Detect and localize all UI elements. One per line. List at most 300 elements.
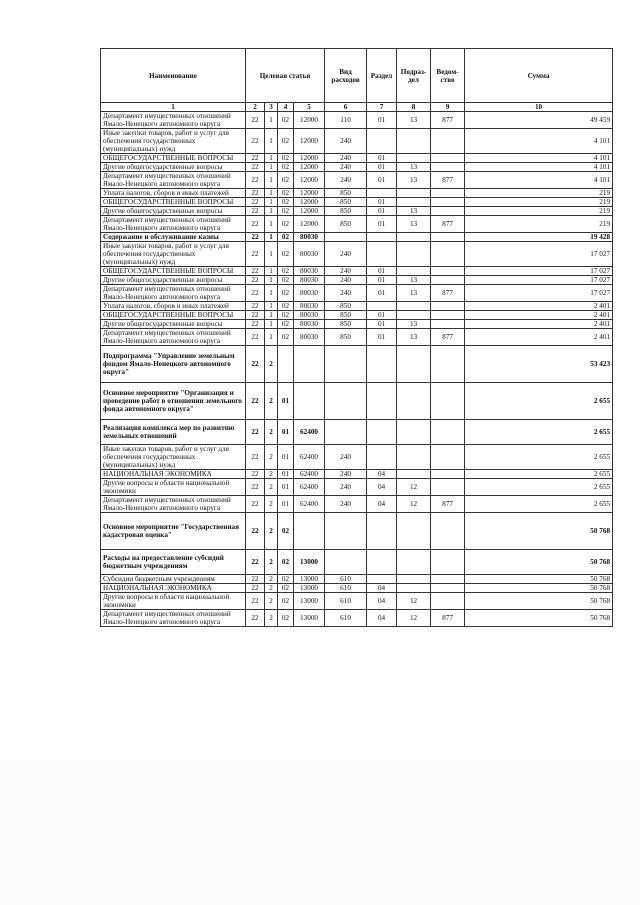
- target-code-4: 12000: [294, 198, 325, 207]
- table-row: [101, 242, 613, 267]
- expense-type: 610: [325, 584, 367, 593]
- target-code-2: 1: [265, 320, 278, 329]
- section-code: [367, 445, 397, 470]
- target-code-3: 02: [278, 198, 294, 207]
- expense-type: 240: [325, 470, 367, 479]
- header-type: Вид расходов: [325, 49, 367, 103]
- target-code-4: 12000: [294, 154, 325, 163]
- table-row: [101, 198, 613, 207]
- row-sum: 53 423: [465, 346, 613, 383]
- target-code-2: 2: [265, 610, 278, 627]
- target-code-2: 1: [265, 311, 278, 320]
- target-code-4: 12000: [294, 129, 325, 154]
- target-code-4: 62400: [294, 479, 325, 496]
- subsection-code: 13: [397, 207, 431, 216]
- target-code-3: 02: [278, 311, 294, 320]
- table-row: [101, 550, 613, 575]
- table-row: [101, 593, 613, 610]
- department-code: [431, 189, 465, 198]
- target-code-4: 13000: [294, 593, 325, 610]
- table-row: [101, 329, 613, 346]
- row-sum: 50 768: [465, 513, 613, 550]
- target-code-1: 22: [246, 479, 265, 496]
- target-code-4: 80030: [294, 311, 325, 320]
- table-row: [101, 302, 613, 311]
- target-code-3: 01: [278, 479, 294, 496]
- target-code-4: 62400: [294, 496, 325, 513]
- row-sum: 2 401: [465, 311, 613, 320]
- target-code-1: 22: [246, 383, 265, 420]
- table-row: [101, 172, 613, 189]
- target-code-1: 22: [246, 610, 265, 627]
- section-code: [367, 550, 397, 575]
- subsection-code: [397, 575, 431, 584]
- expense-type: 610: [325, 575, 367, 584]
- row-name: ОБЩЕГОСУДАРСТВЕННЫЕ ВОПРОСЫ: [101, 198, 246, 207]
- department-code: [431, 267, 465, 276]
- department-code: [431, 470, 465, 479]
- column-number: 2: [246, 103, 265, 112]
- target-code-4: 80030: [294, 285, 325, 302]
- target-code-4: 13000: [294, 584, 325, 593]
- target-code-1: 22: [246, 470, 265, 479]
- row-sum: 2 655: [465, 496, 613, 513]
- target-code-1: 22: [246, 172, 265, 189]
- target-code-1: 22: [246, 276, 265, 285]
- column-number-row: [101, 103, 613, 112]
- row-name: Иные закупки товаров, работ и услуг для обеспечения государственных (муниципальных) нужд: [101, 242, 246, 267]
- section-code: 04: [367, 479, 397, 496]
- subsection-code: 13: [397, 285, 431, 302]
- department-code: 877: [431, 329, 465, 346]
- row-name: Департамент имущественных отношений Ямало-Ненецкого автономного округа: [101, 285, 246, 302]
- table-header-row: [101, 49, 613, 103]
- expense-type: [325, 550, 367, 575]
- expense-type: 850: [325, 311, 367, 320]
- target-code-3: 01: [278, 420, 294, 445]
- section-code: 01: [367, 154, 397, 163]
- target-code-1: 22: [246, 496, 265, 513]
- table-row: [101, 470, 613, 479]
- table-row: [101, 420, 613, 445]
- target-code-1: 22: [246, 207, 265, 216]
- expense-type: 850: [325, 329, 367, 346]
- target-code-1: 22: [246, 242, 265, 267]
- row-sum: 19 428: [465, 233, 613, 242]
- department-code: [431, 233, 465, 242]
- table-row: [101, 610, 613, 627]
- row-name: ОБЩЕГОСУДАРСТВЕННЫЕ ВОПРОСЫ: [101, 311, 246, 320]
- row-name: Иные закупки товаров, работ и услуг для обеспечения государственных (муниципальных) нужд: [101, 445, 246, 470]
- subsection-code: 13: [397, 163, 431, 172]
- department-code: [431, 320, 465, 329]
- target-code-2: 1: [265, 285, 278, 302]
- subsection-code: 12: [397, 593, 431, 610]
- target-code-3: 02: [278, 320, 294, 329]
- target-code-2: 2: [265, 575, 278, 584]
- row-sum: 50 768: [465, 593, 613, 610]
- target-code-2: 1: [265, 233, 278, 242]
- expense-type: 240: [325, 172, 367, 189]
- subsection-code: [397, 346, 431, 383]
- target-code-1: 22: [246, 154, 265, 163]
- section-code: 01: [367, 285, 397, 302]
- expense-type: 610: [325, 610, 367, 627]
- row-sum: 2 655: [465, 445, 613, 470]
- row-sum: 219: [465, 189, 613, 198]
- target-code-2: 2: [265, 346, 278, 383]
- section-code: [367, 242, 397, 267]
- table-row: [101, 163, 613, 172]
- section-code: 01: [367, 207, 397, 216]
- row-name: Субсидии бюджетным учреждениям: [101, 575, 246, 584]
- target-code-4: 13000: [294, 575, 325, 584]
- column-number: 5: [294, 103, 325, 112]
- target-code-2: 1: [265, 329, 278, 346]
- row-sum: 50 768: [465, 584, 613, 593]
- subsection-code: [397, 513, 431, 550]
- column-number: 4: [278, 103, 294, 112]
- row-sum: 17 027: [465, 285, 613, 302]
- table-row: [101, 575, 613, 584]
- table-row: [101, 112, 613, 129]
- row-name: Подпрограмма "Управление земельным фондом Ямало-Ненецкого автономного округа": [101, 346, 246, 383]
- expense-type: 240: [325, 163, 367, 172]
- row-sum: 17 027: [465, 267, 613, 276]
- page-bottom-margin: [0, 760, 640, 905]
- row-name: Департамент имущественных отношений Ямало-Ненецкого автономного округа: [101, 496, 246, 513]
- target-code-2: 2: [265, 479, 278, 496]
- target-code-4: 62400: [294, 420, 325, 445]
- target-code-1: 22: [246, 311, 265, 320]
- row-sum: 2 401: [465, 320, 613, 329]
- row-name: Расходы на предоставление субсидий бюджетным учреждениям: [101, 550, 246, 575]
- table-row: [101, 311, 613, 320]
- target-code-4: 80030: [294, 329, 325, 346]
- target-code-1: 22: [246, 198, 265, 207]
- row-name: ОБЩЕГОСУДАРСТВЕННЫЕ ВОПРОСЫ: [101, 154, 246, 163]
- department-code: [431, 154, 465, 163]
- target-code-2: 2: [265, 550, 278, 575]
- target-code-2: 1: [265, 216, 278, 233]
- target-code-4: 80030: [294, 276, 325, 285]
- target-code-2: 1: [265, 112, 278, 129]
- target-code-4: 12000: [294, 189, 325, 198]
- row-name: Уплата налогов, сборов и иных платежей: [101, 189, 246, 198]
- row-name: Департамент имущественных отношений Ямало-Ненецкого автономного округа: [101, 172, 246, 189]
- target-code-4: 12000: [294, 112, 325, 129]
- target-code-2: 1: [265, 276, 278, 285]
- department-code: [431, 445, 465, 470]
- row-sum: 2 655: [465, 479, 613, 496]
- target-code-3: 02: [278, 189, 294, 198]
- section-code: [367, 513, 397, 550]
- target-code-4: 80030: [294, 267, 325, 276]
- row-name: Департамент имущественных отношений Ямало-Ненецкого автономного округа: [101, 329, 246, 346]
- expense-type: [325, 233, 367, 242]
- section-code: 01: [367, 216, 397, 233]
- table-row: [101, 445, 613, 470]
- section-code: 01: [367, 112, 397, 129]
- subsection-code: [397, 189, 431, 198]
- subsection-code: [397, 383, 431, 420]
- department-code: 877: [431, 172, 465, 189]
- target-code-3: 01: [278, 470, 294, 479]
- section-code: [367, 575, 397, 584]
- target-code-3: 02: [278, 267, 294, 276]
- target-code-2: 2: [265, 445, 278, 470]
- table-row: [101, 513, 613, 550]
- target-code-1: 22: [246, 285, 265, 302]
- target-code-1: 22: [246, 302, 265, 311]
- row-name: Другие общегосударственные вопросы: [101, 207, 246, 216]
- subsection-code: [397, 302, 431, 311]
- department-code: [431, 207, 465, 216]
- target-code-2: 2: [265, 420, 278, 445]
- row-sum: 4 101: [465, 163, 613, 172]
- expense-type: 850: [325, 302, 367, 311]
- header-department: Ведом-ство: [431, 49, 465, 103]
- department-code: [431, 593, 465, 610]
- department-code: [431, 513, 465, 550]
- table-row: [101, 320, 613, 329]
- header-name: Наименование: [101, 49, 246, 103]
- target-code-3: 02: [278, 593, 294, 610]
- table-row: [101, 285, 613, 302]
- section-code: 04: [367, 470, 397, 479]
- target-code-2: 1: [265, 267, 278, 276]
- section-code: 04: [367, 496, 397, 513]
- subsection-code: [397, 470, 431, 479]
- subsection-code: [397, 198, 431, 207]
- department-code: [431, 302, 465, 311]
- section-code: [367, 129, 397, 154]
- subsection-code: [397, 311, 431, 320]
- expense-type: 850: [325, 198, 367, 207]
- target-code-1: 22: [246, 189, 265, 198]
- row-name: Уплата налогов, сборов и иных платежей: [101, 302, 246, 311]
- row-name: Другие общегосударственные вопросы: [101, 320, 246, 329]
- department-code: 877: [431, 610, 465, 627]
- expense-type: 850: [325, 320, 367, 329]
- expense-type: [325, 420, 367, 445]
- department-code: [431, 129, 465, 154]
- row-sum: 4 101: [465, 129, 613, 154]
- row-name: НАЦИОНАЛЬНАЯ ЭКОНОМИКА: [101, 470, 246, 479]
- expense-type: 240: [325, 129, 367, 154]
- row-name: Другие общегосударственные вопросы: [101, 276, 246, 285]
- table-row: [101, 276, 613, 285]
- subsection-code: 13: [397, 216, 431, 233]
- target-code-3: 02: [278, 207, 294, 216]
- row-name: Другие общегосударственные вопросы: [101, 163, 246, 172]
- subsection-code: [397, 584, 431, 593]
- expense-type: 240: [325, 276, 367, 285]
- department-code: 877: [431, 112, 465, 129]
- row-sum: 17 027: [465, 242, 613, 267]
- subsection-code: [397, 445, 431, 470]
- department-code: [431, 163, 465, 172]
- target-code-3: 02: [278, 584, 294, 593]
- subsection-code: [397, 129, 431, 154]
- table-row: [101, 207, 613, 216]
- row-sum: 219: [465, 198, 613, 207]
- section-code: 01: [367, 172, 397, 189]
- expense-type: 240: [325, 285, 367, 302]
- subsection-code: [397, 550, 431, 575]
- target-code-3: 02: [278, 276, 294, 285]
- target-code-3: 02: [278, 163, 294, 172]
- expense-type: 850: [325, 207, 367, 216]
- target-code-2: 1: [265, 198, 278, 207]
- target-code-1: 22: [246, 550, 265, 575]
- target-code-4: 62400: [294, 470, 325, 479]
- section-code: [367, 189, 397, 198]
- section-code: [367, 420, 397, 445]
- target-code-4: 12000: [294, 216, 325, 233]
- target-code-1: 22: [246, 129, 265, 154]
- target-code-3: 01: [278, 496, 294, 513]
- department-code: 877: [431, 285, 465, 302]
- subsection-code: 12: [397, 479, 431, 496]
- target-code-3: 02: [278, 513, 294, 550]
- section-code: 01: [367, 198, 397, 207]
- column-number: 10: [465, 103, 613, 112]
- target-code-1: 22: [246, 513, 265, 550]
- section-code: 01: [367, 320, 397, 329]
- table-row: [101, 383, 613, 420]
- target-code-4: [294, 383, 325, 420]
- target-code-1: 22: [246, 216, 265, 233]
- header-section: Раздел: [367, 49, 397, 103]
- target-code-1: 22: [246, 575, 265, 584]
- target-code-4: [294, 513, 325, 550]
- subsection-code: 12: [397, 610, 431, 627]
- section-code: 01: [367, 267, 397, 276]
- expense-type: 240: [325, 445, 367, 470]
- subsection-code: 13: [397, 172, 431, 189]
- row-name: Департамент имущественных отношений Ямало-Ненецкого автономного округа: [101, 216, 246, 233]
- target-code-3: [278, 346, 294, 383]
- row-name: Департамент имущественных отношений Ямало-Ненецкого автономного округа: [101, 610, 246, 627]
- header-subsection: Подраз-дел: [397, 49, 431, 103]
- target-code-3: 02: [278, 154, 294, 163]
- target-code-1: 22: [246, 267, 265, 276]
- expense-type: 850: [325, 216, 367, 233]
- column-number: 8: [397, 103, 431, 112]
- row-sum: 2 655: [465, 420, 613, 445]
- subsection-code: [397, 242, 431, 267]
- section-code: [367, 383, 397, 420]
- department-code: [431, 198, 465, 207]
- target-code-4: 80030: [294, 320, 325, 329]
- row-sum: 219: [465, 216, 613, 233]
- section-code: 01: [367, 311, 397, 320]
- target-code-3: 01: [278, 383, 294, 420]
- target-code-4: 13000: [294, 550, 325, 575]
- expense-type: 240: [325, 154, 367, 163]
- section-code: 01: [367, 329, 397, 346]
- target-code-1: 22: [246, 593, 265, 610]
- expense-type: [325, 383, 367, 420]
- target-code-3: 02: [278, 242, 294, 267]
- target-code-4: 80030: [294, 242, 325, 267]
- target-code-4: 13000: [294, 610, 325, 627]
- expense-type: [325, 513, 367, 550]
- table-row: [101, 129, 613, 154]
- section-code: 04: [367, 610, 397, 627]
- row-sum: 2 655: [465, 383, 613, 420]
- target-code-4: 12000: [294, 207, 325, 216]
- department-code: [431, 311, 465, 320]
- table-row: [101, 154, 613, 163]
- department-code: [431, 479, 465, 496]
- subsection-code: 13: [397, 329, 431, 346]
- target-code-2: 2: [265, 470, 278, 479]
- subsection-code: 13: [397, 276, 431, 285]
- department-code: [431, 383, 465, 420]
- department-code: [431, 550, 465, 575]
- header-target: Целевая статья: [246, 49, 325, 103]
- table-row: [101, 233, 613, 242]
- row-sum: 2 401: [465, 302, 613, 311]
- target-code-3: 02: [278, 302, 294, 311]
- target-code-2: 1: [265, 163, 278, 172]
- section-code: [367, 346, 397, 383]
- department-code: 877: [431, 216, 465, 233]
- row-name: Департамент имущественных отношений Ямало-Ненецкого автономного округа: [101, 112, 246, 129]
- expense-type: 240: [325, 479, 367, 496]
- budget-table: [100, 48, 613, 627]
- row-name: Основное мероприятие "Государственная кадастровая оценка": [101, 513, 246, 550]
- target-code-4: [294, 346, 325, 383]
- target-code-3: 02: [278, 610, 294, 627]
- section-code: 04: [367, 584, 397, 593]
- column-number: 9: [431, 103, 465, 112]
- header-sum: Сумма: [465, 49, 613, 103]
- target-code-1: 22: [246, 112, 265, 129]
- column-number: 3: [265, 103, 278, 112]
- subsection-code: 13: [397, 112, 431, 129]
- row-name: Содержание и обслуживание казны: [101, 233, 246, 242]
- row-sum: 2 655: [465, 470, 613, 479]
- department-code: [431, 242, 465, 267]
- table-row: [101, 479, 613, 496]
- target-code-4: 80030: [294, 302, 325, 311]
- department-code: 877: [431, 496, 465, 513]
- section-code: 01: [367, 276, 397, 285]
- target-code-2: 2: [265, 593, 278, 610]
- row-name: Иные закупки товаров, работ и услуг для обеспечения государственных (муниципальных) нужд: [101, 129, 246, 154]
- target-code-1: 22: [246, 346, 265, 383]
- expense-type: [325, 346, 367, 383]
- table-row: [101, 216, 613, 233]
- target-code-2: 2: [265, 584, 278, 593]
- subsection-code: [397, 420, 431, 445]
- column-number: 1: [101, 103, 246, 112]
- target-code-1: 22: [246, 233, 265, 242]
- row-name: ОБЩЕГОСУДАРСТВЕННЫЕ ВОПРОСЫ: [101, 267, 246, 276]
- target-code-2: 1: [265, 242, 278, 267]
- target-code-1: 22: [246, 320, 265, 329]
- table-row: [101, 496, 613, 513]
- target-code-4: 80030: [294, 233, 325, 242]
- target-code-3: 02: [278, 112, 294, 129]
- target-code-2: 2: [265, 513, 278, 550]
- department-code: [431, 575, 465, 584]
- target-code-3: 01: [278, 445, 294, 470]
- table-row: [101, 267, 613, 276]
